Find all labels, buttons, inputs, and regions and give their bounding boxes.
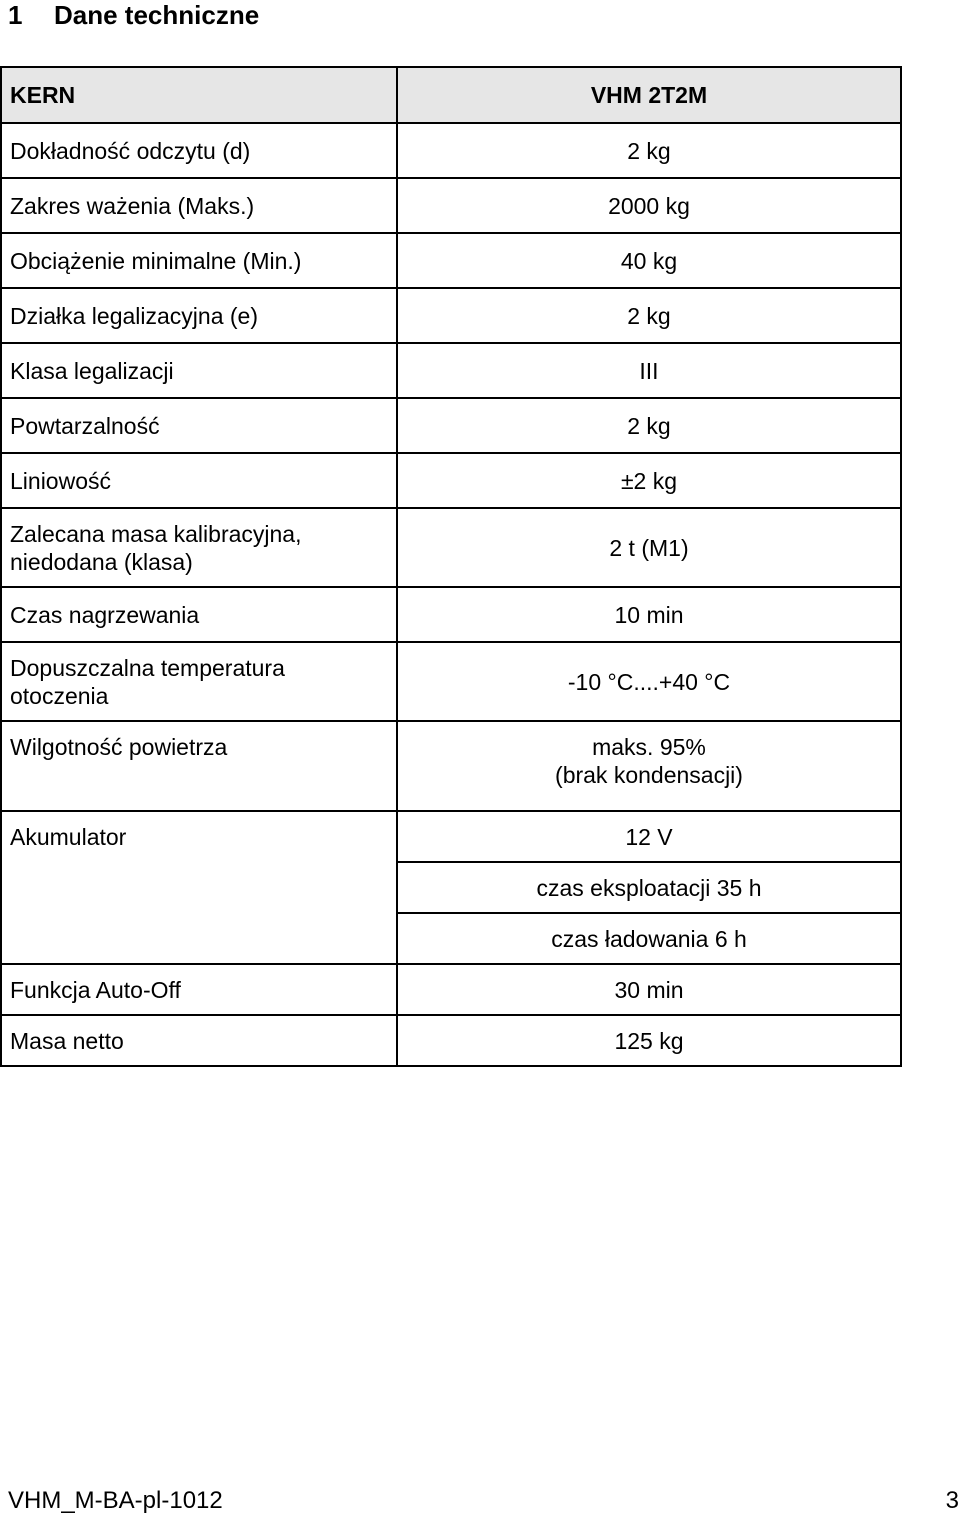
row-value: 2 t (M1) [397, 508, 901, 587]
table-row [1, 233, 901, 288]
table-row [1, 288, 901, 343]
header-label-cell: KERN [1, 67, 397, 123]
technical-data-table [0, 66, 902, 1067]
table-row [1, 453, 901, 508]
accumulator-operating-time: czas eksploatacji 35 h [397, 862, 901, 913]
accumulator-row [1, 811, 901, 862]
accumulator-label: Akumulator [1, 811, 397, 964]
row-label: Obciążenie minimalne (Min.) [1, 233, 397, 288]
section-heading [8, 0, 259, 30]
row-label-line: Dopuszczalna temperatura [10, 654, 285, 681]
row-label: Działka legalizacyjna (e) [1, 288, 397, 343]
table-row [1, 123, 901, 178]
row-label [1, 508, 397, 587]
row-value: 2 kg [397, 288, 901, 343]
row-label: Wilgotność powietrza [1, 721, 397, 811]
table-header-row [1, 67, 901, 123]
row-value-line: (brak kondensacji) [555, 762, 743, 788]
table-row [1, 343, 901, 398]
row-label: Liniowość [1, 453, 397, 508]
row-value: 2 kg [397, 123, 901, 178]
row-value: 30 min [397, 964, 901, 1015]
row-value: 2000 kg [397, 178, 901, 233]
row-label-line: otoczenia [10, 682, 109, 709]
table-row [1, 964, 901, 1015]
table-row [1, 398, 901, 453]
row-label: Powtarzalność [1, 398, 397, 453]
table-row [1, 587, 901, 642]
table-row [1, 642, 901, 721]
footer-document-id: VHM_M-BA-pl-1012 [8, 1487, 223, 1514]
row-label: Funkcja Auto-Off [1, 964, 397, 1015]
accumulator-charging-time: czas ładowania 6 h [397, 913, 901, 964]
row-value: III [397, 343, 901, 398]
table-row [1, 721, 901, 811]
section-number: 1 [8, 0, 23, 30]
table-row [1, 508, 901, 587]
row-value-line: maks. 95% [592, 734, 706, 760]
accumulator-voltage: 12 V [397, 811, 901, 862]
row-value: 10 min [397, 587, 901, 642]
row-label-line: Zalecana masa kalibracyjna, [10, 520, 302, 547]
row-label [1, 642, 397, 721]
header-model-cell: VHM 2T2M [397, 67, 901, 123]
row-label-line: niedodana (klasa) [10, 548, 193, 575]
row-label: Zakres ważenia (Maks.) [1, 178, 397, 233]
table-row [1, 178, 901, 233]
row-value: -10 °C....+40 °C [397, 642, 901, 721]
section-title: Dane techniczne [54, 0, 260, 30]
row-value: ±2 kg [397, 453, 901, 508]
row-label: Czas nagrzewania [1, 587, 397, 642]
row-label: Masa netto [1, 1015, 397, 1066]
footer-page-number: 3 [945, 1487, 959, 1514]
row-label: Klasa legalizacji [1, 343, 397, 398]
row-value: 2 kg [397, 398, 901, 453]
row-value [397, 721, 901, 811]
table-row [1, 1015, 901, 1066]
row-label: Dokładność odczytu (d) [1, 123, 397, 178]
row-value: 40 kg [397, 233, 901, 288]
row-value: 125 kg [397, 1015, 901, 1066]
